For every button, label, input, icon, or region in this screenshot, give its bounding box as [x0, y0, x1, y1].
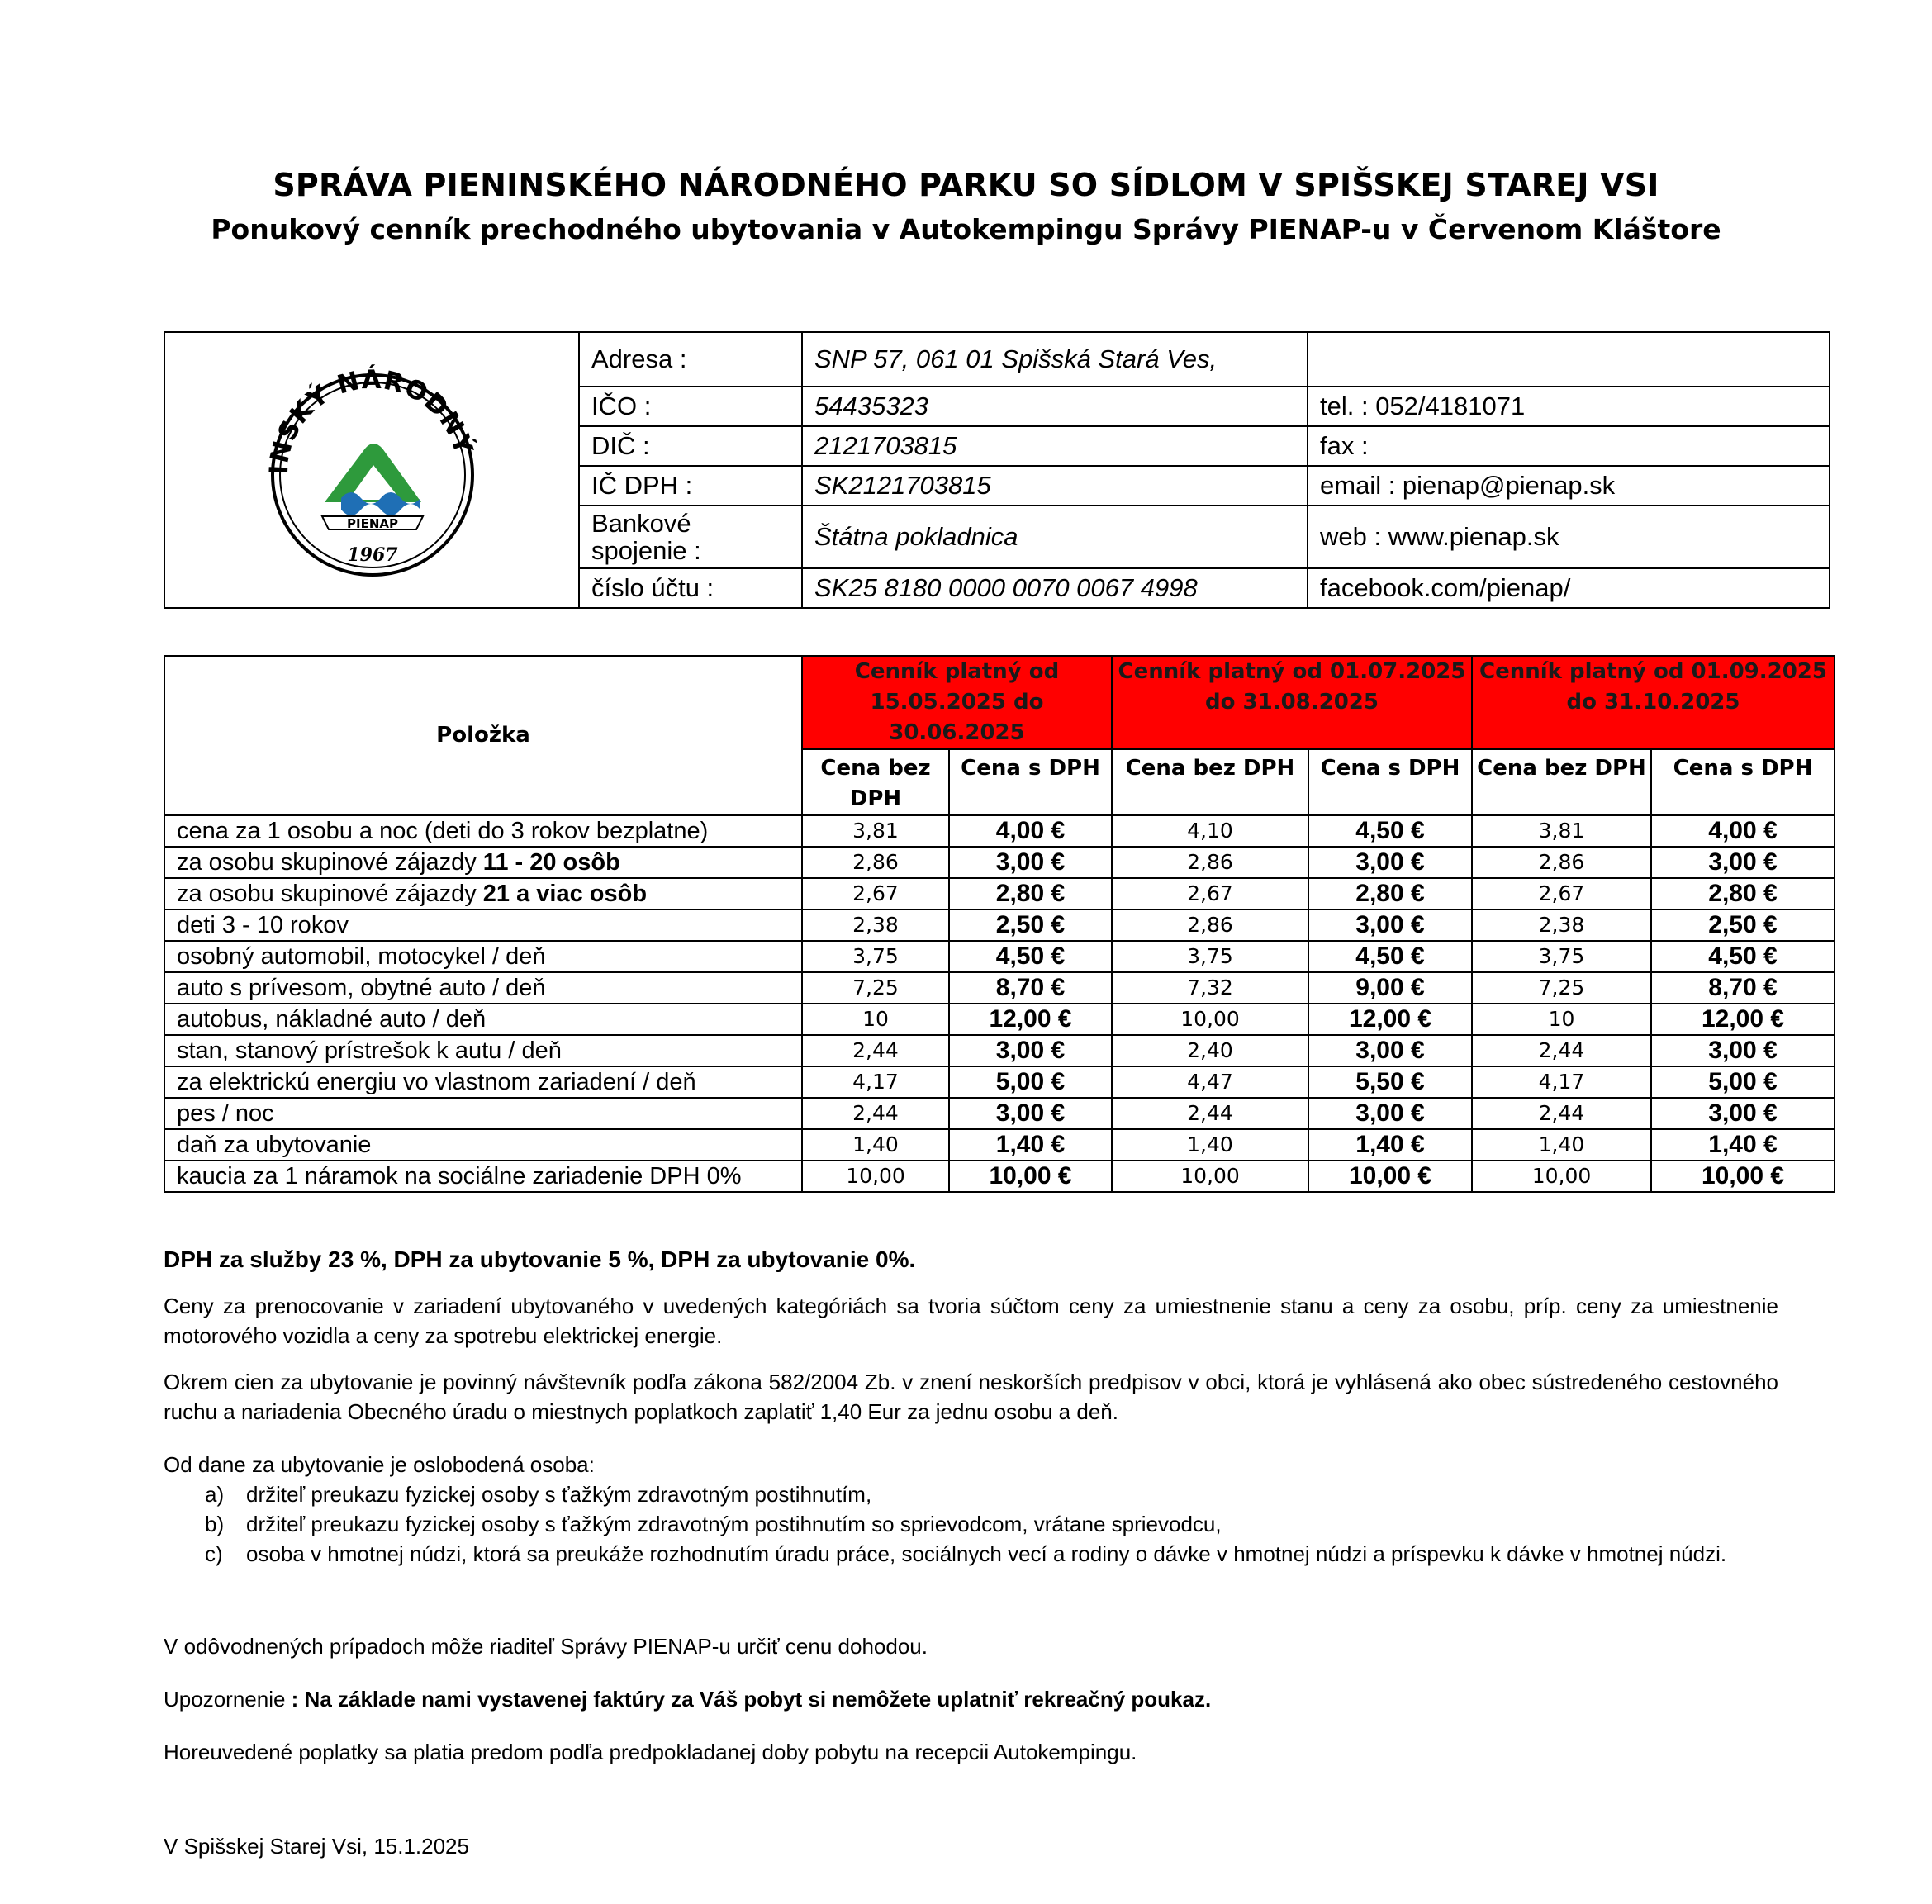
item-cell — [164, 847, 802, 878]
exemption-item — [164, 1539, 1778, 1569]
price-with-vat: 12,00 € — [949, 1004, 1112, 1035]
price-table — [164, 655, 1835, 1193]
logo-banner-text: PIENAP — [347, 516, 398, 531]
period-header: Cenník platný od 01.07.2025 do 31.08.2025 — [1112, 656, 1472, 749]
item-text: stan, stanový prístrešok k autu / deň — [177, 1037, 562, 1064]
price-without-vat: 2,44 — [802, 1098, 949, 1129]
price-with-vat: 12,00 € — [1308, 1004, 1472, 1035]
facebook-value: facebook.com/pienap/ — [1308, 568, 1830, 608]
item-text: daň za ubytovanie — [177, 1132, 372, 1158]
price-without-vat: 2,40 — [1112, 1035, 1308, 1066]
list-marker: b) — [205, 1512, 225, 1536]
price-without-vat: 2,67 — [1472, 878, 1651, 909]
exemption-text: držiteľ preukazu fyzickej osoby s ťažkým zdravotným postihnutím, — [246, 1482, 872, 1507]
price-without-vat: 2,44 — [1472, 1035, 1651, 1066]
price-without-vat-header: Cena bez DPH — [802, 749, 949, 815]
price-with-vat: 4,50 € — [1651, 941, 1835, 972]
list-marker: c) — [205, 1541, 223, 1566]
price-without-vat: 7,32 — [1112, 972, 1308, 1004]
exemption-text: držiteľ preukazu fyzickej osoby s ťažkým zdravotným postihnutím so sprievodcom, vrátane sprievodcu, — [246, 1512, 1222, 1536]
price-without-vat: 10,00 — [1472, 1161, 1651, 1192]
item-text: za elektrickú energiu vo vlastnom zariadení / deň — [177, 1069, 696, 1095]
price-without-vat: 3,75 — [1472, 941, 1651, 972]
price-with-vat: 3,00 € — [949, 1035, 1112, 1066]
pienap-logo — [165, 333, 578, 601]
item-cell — [164, 972, 802, 1004]
contact-info-table — [164, 331, 1830, 609]
svg-text:PIENINSKÝ NÁRODNÝ PARK — [165, 333, 481, 475]
item-cell — [164, 878, 802, 909]
item-cell — [164, 1004, 802, 1035]
document-subtitle: Ponukový cenník prechodného ubytovania v Autokempingu Správy PIENAP-u v Červenom Kláštore — [211, 213, 1721, 245]
price-without-vat: 7,25 — [802, 972, 949, 1004]
price-with-vat: 4,50 € — [1308, 941, 1472, 972]
price-without-vat: 2,44 — [1112, 1098, 1308, 1129]
price-with-vat: 2,50 € — [1651, 909, 1835, 941]
price-with-vat: 10,00 € — [949, 1161, 1112, 1192]
price-with-vat: 1,40 € — [1651, 1129, 1835, 1161]
item-header: Položka — [164, 656, 802, 815]
item-cell — [164, 1161, 802, 1192]
price-without-vat: 2,86 — [1472, 847, 1651, 878]
logo-ring-text: INSKÝ NÁRODNÝ — [263, 364, 479, 476]
list-marker: a) — [205, 1482, 225, 1507]
table-row — [164, 878, 1835, 909]
table-row — [164, 847, 1835, 878]
exemption-block — [164, 1450, 1778, 1569]
price-without-vat: 3,75 — [802, 941, 949, 972]
period-header: Cenník platný od 01.09.2025 do 31.10.2025 — [1472, 656, 1835, 749]
address-label: Adresa : — [579, 332, 802, 387]
price-without-vat: 3,81 — [802, 815, 949, 847]
email-value: email : pienap@pienap.sk — [1308, 466, 1830, 506]
price-with-vat-header: Cena s DPH — [1308, 749, 1472, 815]
document-title: SPRÁVA PIENINSKÉHO NÁRODNÉHO PARKU SO SÍDLOM V SPIŠSKEJ STAREJ VSI — [273, 167, 1659, 203]
price-without-vat: 2,86 — [1112, 909, 1308, 941]
item-text: cena za 1 osobu a noc (deti do 3 rokov bezplatne) — [177, 818, 709, 844]
price-with-vat: 4,50 € — [1308, 815, 1472, 847]
item-cell — [164, 1098, 802, 1129]
bank-label: Bankové spojenie : — [579, 506, 802, 568]
price-with-vat: 9,00 € — [1308, 972, 1472, 1004]
signoff: V Spišskej Starej Vsi, 15.1.2025 — [164, 1834, 469, 1859]
price-with-vat: 1,40 € — [1308, 1129, 1472, 1161]
price-with-vat: 5,50 € — [1308, 1066, 1472, 1098]
table-row — [164, 1035, 1835, 1066]
item-cell — [164, 941, 802, 972]
exemption-item — [164, 1479, 1778, 1509]
exemption-intro: Od dane za ubytovanie je oslobodená osoba: — [164, 1452, 595, 1477]
price-with-vat-header: Cena s DPH — [949, 749, 1112, 815]
price-with-vat: 8,70 € — [949, 972, 1112, 1004]
price-with-vat: 3,00 € — [949, 1098, 1112, 1129]
price-with-vat: 5,00 € — [1651, 1066, 1835, 1098]
logo-year: 1967 — [347, 544, 398, 566]
item-text: za osobu skupinové zájazdy — [177, 881, 483, 907]
address-value: SNP 57, 061 01 Spišská Stará Ves, — [802, 332, 1308, 387]
price-with-vat: 2,80 € — [949, 878, 1112, 909]
price-without-vat: 2,38 — [1472, 909, 1651, 941]
table-row — [164, 941, 1835, 972]
item-cell — [164, 815, 802, 847]
price-without-vat: 2,67 — [1112, 878, 1308, 909]
exemption-list — [164, 1479, 1778, 1569]
pricing-note: Ceny za prenocovanie v zariadení ubytovaného v uvedených kategóriách sa tvoria súčtom ceny za umiestnenie stanu a ceny za osobu, príp. ceny za umiestnenie motorového vozidla a ceny za spotrebu elektrickej energie. — [164, 1294, 1778, 1348]
price-with-vat: 3,00 € — [1308, 1098, 1472, 1129]
price-with-vat: 2,80 € — [1308, 878, 1472, 909]
item-text: autobus, nákladné auto / deň — [177, 1006, 487, 1033]
price-without-vat: 4,10 — [1112, 815, 1308, 847]
table-row — [164, 1066, 1835, 1098]
price-with-vat: 10,00 € — [1651, 1161, 1835, 1192]
item-text: osobný automobil, motocykel / deň — [177, 943, 546, 970]
dic-value: 2121703815 — [802, 426, 1308, 466]
price-with-vat: 8,70 € — [1651, 972, 1835, 1004]
account-value: SK25 8180 0000 0070 0067 4998 — [802, 568, 1308, 608]
item-text: deti 3 - 10 rokov — [177, 912, 349, 938]
item-text-bold: 21 a viac osôb — [482, 881, 648, 907]
empty-cell — [1308, 332, 1830, 387]
table-row — [164, 815, 1835, 847]
icdph-value: SK2121703815 — [802, 466, 1308, 506]
table-row — [164, 1129, 1835, 1161]
table-row — [164, 1098, 1835, 1129]
item-text: kaucia za 1 náramok na sociálne zariadenie DPH 0% — [177, 1163, 742, 1189]
table-row — [164, 909, 1835, 941]
period-header: Cenník platný od 15.05.2025 do 30.06.2025 — [802, 656, 1112, 749]
price-with-vat: 3,00 € — [949, 847, 1112, 878]
price-with-vat: 5,00 € — [949, 1066, 1112, 1098]
price-without-vat: 1,40 — [1112, 1129, 1308, 1161]
price-with-vat: 3,00 € — [1651, 1098, 1835, 1129]
price-without-vat: 10 — [802, 1004, 949, 1035]
item-cell — [164, 1129, 802, 1161]
price-without-vat: 10,00 — [1112, 1161, 1308, 1192]
price-with-vat: 4,50 € — [949, 941, 1112, 972]
ico-value: 54435323 — [802, 387, 1308, 426]
logo-cell — [164, 332, 579, 608]
item-cell — [164, 1035, 802, 1066]
price-without-vat: 7,25 — [1472, 972, 1651, 1004]
price-with-vat: 2,80 € — [1651, 878, 1835, 909]
price-with-vat: 3,00 € — [1308, 847, 1472, 878]
price-with-vat: 3,00 € — [1308, 909, 1472, 941]
price-without-vat-header: Cena bez DPH — [1472, 749, 1651, 815]
web-value: web : www.pienap.sk — [1308, 506, 1830, 568]
price-with-vat: 2,50 € — [949, 909, 1112, 941]
price-with-vat: 10,00 € — [1308, 1161, 1472, 1192]
warning-note — [164, 1684, 1778, 1714]
dic-label: DIČ : — [579, 426, 802, 466]
price-without-vat: 10,00 — [802, 1161, 949, 1192]
price-with-vat: 1,40 € — [949, 1129, 1112, 1161]
price-without-vat: 2,44 — [1472, 1098, 1651, 1129]
exemption-item — [164, 1509, 1778, 1539]
price-without-vat: 10,00 — [1112, 1004, 1308, 1035]
ico-label: IČO : — [579, 387, 802, 426]
price-without-vat: 2,67 — [802, 878, 949, 909]
warning-text: : Na základe nami vystavenej faktúry za Váš pobyt si nemôžete uplatniť rekreačný poukaz. — [285, 1687, 1212, 1712]
table-row — [164, 1161, 1835, 1192]
tax-note: Okrem cien za ubytovanie je povinný návštevník podľa zákona 582/2004 Zb. v znení neskorších predpisov v obci, ktorá je vyhlásená ako obec sústredeného cestovného ruchu a nariadenia Obecného úradu o miestnych poplatkoch zaplatiť 1,40 Eur za jednu osobu a deň. — [164, 1370, 1778, 1424]
price-with-vat: 12,00 € — [1651, 1004, 1835, 1035]
exemption-text: osoba v hmotnej núdzi, ktorá sa preukáže rozhodnutím úradu práce, sociálnych vecí a rodiny o dávke v hmotnej núdzi a príspevku k dávke v hmotnej núdzi. — [246, 1541, 1727, 1566]
price-without-vat: 3,75 — [1112, 941, 1308, 972]
price-without-vat: 1,40 — [1472, 1129, 1651, 1161]
payment-note: Horeuvedené poplatky sa platia predom podľa predpokladanej doby pobytu na recepcii Autokempingu. — [164, 1740, 1137, 1764]
price-rows — [164, 815, 1835, 1192]
vat-note: DPH za služby 23 %, DPH za ubytovanie 5 %, DPH za ubytovanie 0%. — [164, 1246, 916, 1272]
price-with-vat: 3,00 € — [1651, 1035, 1835, 1066]
warning-label: Upozornenie — [164, 1687, 286, 1712]
icdph-label: IČ DPH : — [579, 466, 802, 506]
price-without-vat: 1,40 — [802, 1129, 949, 1161]
price-without-vat: 2,86 — [1112, 847, 1308, 878]
price-with-vat: 3,00 € — [1308, 1035, 1472, 1066]
item-text: auto s prívesom, obytné auto / deň — [177, 975, 546, 1001]
item-text: za osobu skupinové zájazdy — [177, 849, 483, 876]
price-without-vat: 4,17 — [802, 1066, 949, 1098]
table-row — [164, 972, 1835, 1004]
tel-value: tel. : 052/4181071 — [1308, 387, 1830, 426]
item-text: pes / noc — [177, 1100, 274, 1127]
fax-value: fax : — [1308, 426, 1830, 466]
price-without-vat: 4,17 — [1472, 1066, 1651, 1098]
price-without-vat-header: Cena bez DPH — [1112, 749, 1308, 815]
price-with-vat: 4,00 € — [1651, 815, 1835, 847]
price-without-vat: 2,38 — [802, 909, 949, 941]
price-with-vat-header: Cena s DPH — [1651, 749, 1835, 815]
director-note: V odôvodnených prípadoch môže riaditeľ Správy PIENAP-u určiť cenu dohodou. — [164, 1634, 928, 1659]
item-text-bold: 11 - 20 osôb — [482, 849, 620, 876]
table-row — [164, 1004, 1835, 1035]
account-label: číslo účtu : — [579, 568, 802, 608]
price-without-vat: 2,86 — [802, 847, 949, 878]
bank-value: Štátna pokladnica — [802, 506, 1308, 568]
price-without-vat: 10 — [1472, 1004, 1651, 1035]
price-with-vat: 4,00 € — [949, 815, 1112, 847]
price-without-vat: 3,81 — [1472, 815, 1651, 847]
price-without-vat: 2,44 — [802, 1035, 949, 1066]
item-cell — [164, 1066, 802, 1098]
item-cell — [164, 909, 802, 941]
price-without-vat: 4,47 — [1112, 1066, 1308, 1098]
price-with-vat: 3,00 € — [1651, 847, 1835, 878]
